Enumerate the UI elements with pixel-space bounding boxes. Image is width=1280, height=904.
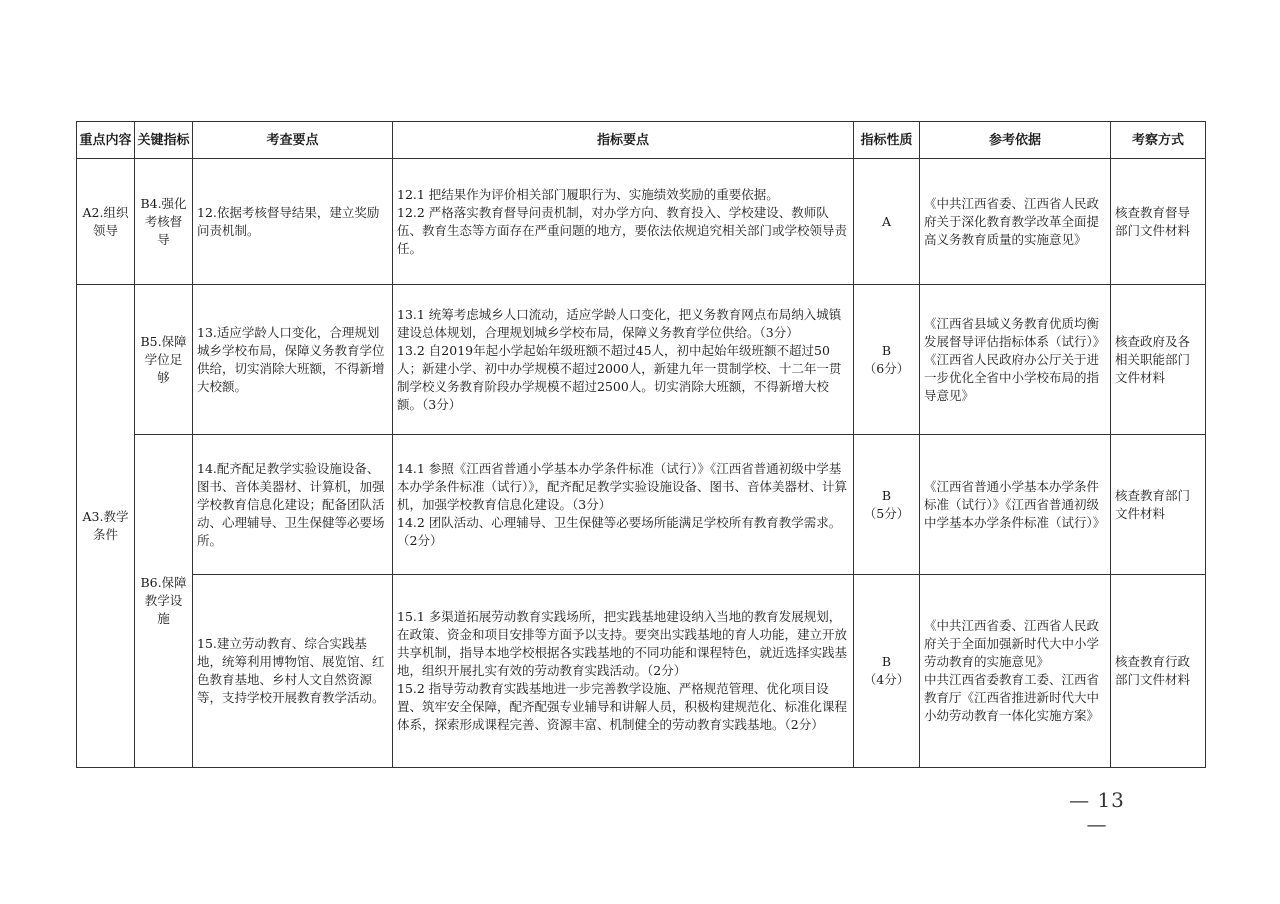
table-row	[77, 285, 1206, 435]
indicator-points-cell: 15.1 多渠道拓展劳动教育实践场所，把实践基地建设纳入当地的教育发展规划，在政策、资金和项目安排等方面予以支持。要突出实践基地的育人功能，建立开放共享机制，指导本地学校根据各实践基地的不同功能和课程特色，就近选择实践基地，组织开展扎实有效的劳动教育实践活动。（2分） 15.2 指导劳动教育实践基地进一步完善教学设施、严格规范管理、优化项目设置、筑牢安全保障，配齐配强专业辅导和讲解人员，积极构建规范化、标准化课程体系，探索形成课程完善、资源丰富、机制健全的劳动教育实践基地。（2分）	[393, 575, 854, 768]
check-points-cell: 15.建立劳动教育、综合实践基地，统筹利用博物馆、展览馆、红色教育基地、乡村人文自然资源等，支持学校开展教育教学活动。	[193, 575, 393, 768]
check-points-cell: 14.配齐配足教学实验设施设备、图书、音体美器材、计算机，加强学校教育信息化建设；配备团队活动、心理辅导、卫生保健等必要场所。	[193, 435, 393, 575]
method-cell: 核查教育部门文件材料	[1111, 435, 1206, 575]
basis-cell: 《江西省县域义务教育优质均衡发展督导评估指标体系（试行）》《江西省人民政府办公厅关于进一步优化全省中小学校布局的指导意见》	[920, 285, 1111, 435]
header-focus: 重点内容	[77, 122, 135, 159]
evaluation-table	[76, 121, 1206, 768]
table-row	[77, 435, 1206, 575]
key-indicator-cell: B5.保障学位足够	[135, 285, 193, 435]
header-method: 考察方式	[1111, 122, 1206, 159]
focus-cell: A2.组织领导	[77, 159, 135, 285]
method-cell: 核查教育行政部门文件材料	[1111, 575, 1206, 768]
check-points-cell: 13.适应学龄人口变化，合理规划城乡学校布局，保障义务教育学位供给，切实消除大班额，不得新增大校额。	[193, 285, 393, 435]
header-indicator-points: 指标要点	[393, 122, 854, 159]
basis-cell: 《江西省普通小学基本办学条件标准（试行）》《江西省普通初级中学基本办学条件标准（试行）》	[920, 435, 1111, 575]
key-indicator-cell: B4.强化考核督导	[135, 159, 193, 285]
basis-cell: 《中共江西省委、江西省人民政府关于深化教育教学改革全面提高义务教育质量的实施意见》	[920, 159, 1111, 285]
indicator-points-cell: 14.1 参照《江西省普通小学基本办学条件标准（试行）》《江西省普通初级中学基本办学条件标准（试行）》，配齐配足教学实验设施设备、图书、音体美器材、计算机，加强学校教育信息化建设。（3分） 14.2 团队活动、心理辅导、卫生保健等必要场所能满足学校所有教育教学需求。（2分）	[393, 435, 854, 575]
focus-cell: A3.教学条件	[77, 285, 135, 768]
indicator-points-cell: 12.1 把结果作为评价相关部门履职行为、实施绩效奖励的重要依据。 12.2 严格落实教育督导问责机制，对办学方向、教育投入、学校建设、教师队伍、教育生态等方面存在严重问题的地方，要依法依规追究相关部门或学校领导责任。	[393, 159, 854, 285]
nature-cell: B （4分）	[854, 575, 920, 768]
key-indicator-cell: B6.保障教学设施	[135, 435, 193, 768]
indicator-points-cell: 13.1 统筹考虑城乡人口流动，适应学龄人口变化，把义务教育网点布局纳入城镇建设总体规划，合理规划城乡学校布局，保障义务教育学位供给。（3分） 13.2 自2019年起小学起始年级班额不超过45人，初中起始年级班额不超过50人；新建小学、初中办学规模不超过2000人，新建九年一贯制学校、十二年一贯制学校义务教育阶段办学规模不超过2500人。切实消除大班额，不得新增大校额。（3分）	[393, 285, 854, 435]
header-basis: 参考依据	[920, 122, 1111, 159]
nature-cell: A	[854, 159, 920, 285]
table-row	[77, 575, 1206, 768]
check-points-cell: 12.依据考核督导结果，建立奖励问责机制。	[193, 159, 393, 285]
method-cell: 核查教育督导部门文件材料	[1111, 159, 1206, 285]
table-header-row	[77, 122, 1206, 159]
header-nature: 指标性质	[854, 122, 920, 159]
nature-cell: B （6分）	[854, 285, 920, 435]
basis-cell: 《中共江西省委、江西省人民政府关于全面加强新时代大中小学劳动教育的实施意见》 中共江西省委教育工委、江西省教育厅《江西省推进新时代大中小幼劳动教育一体化实施方案》	[920, 575, 1111, 768]
table-row	[77, 159, 1206, 285]
nature-cell: B （5分）	[854, 435, 920, 575]
header-key-indicator: 关键指标	[135, 122, 193, 159]
header-check-points: 考查要点	[193, 122, 393, 159]
method-cell: 核查政府及各相关职能部门文件材料	[1111, 285, 1206, 435]
page-number: — 13 —	[1069, 788, 1125, 836]
